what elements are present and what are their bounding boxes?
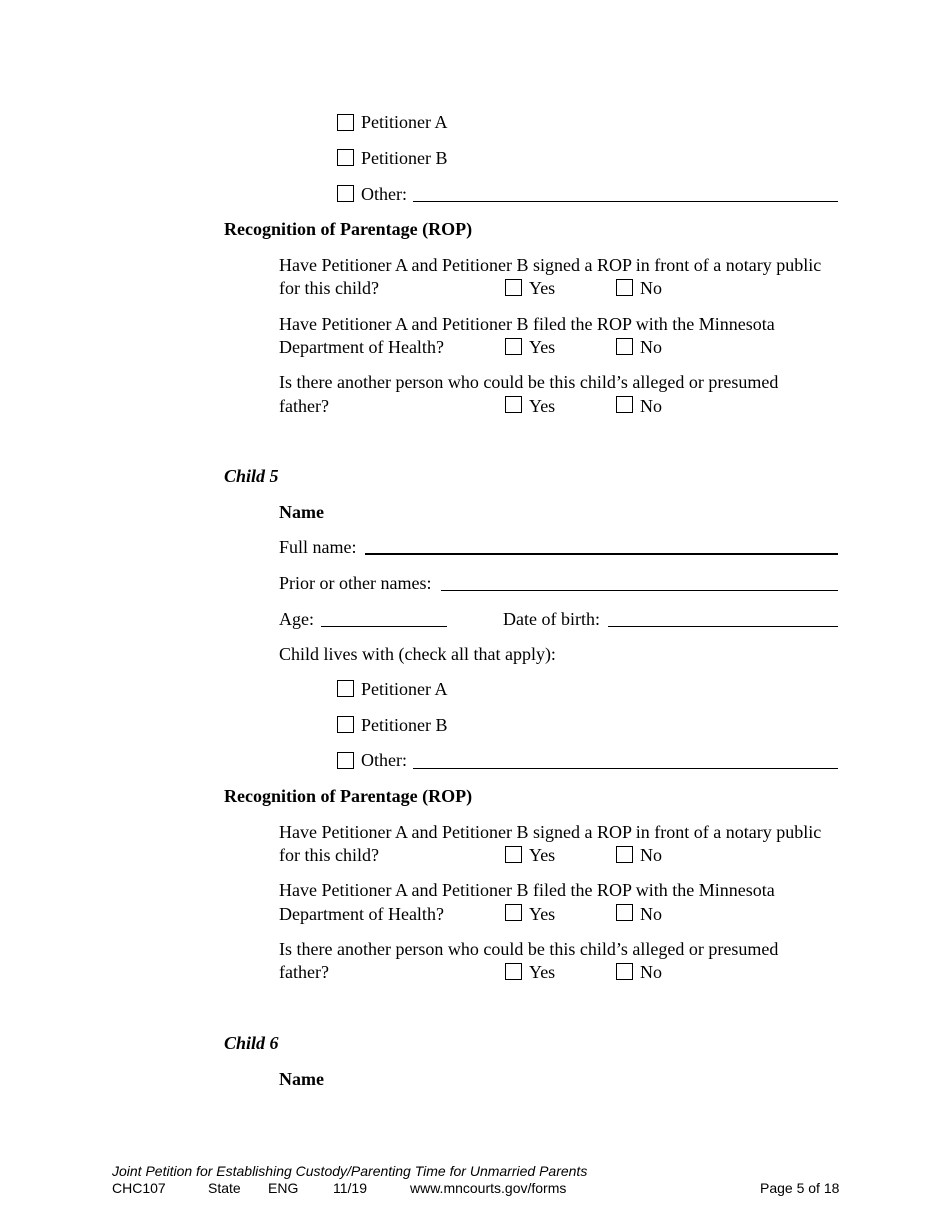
rop-q1-yes-checkbox[interactable] <box>505 279 522 296</box>
child-5-lives-with-petitioner-b-label: Petitioner B <box>361 715 448 735</box>
rop-q3-no-label: No <box>640 396 662 416</box>
footer-form-title: Joint Petition for Establishing Custody/Parenting Time for Unmarried Parents <box>112 1163 588 1179</box>
rop-q2-yes-label: Yes <box>529 337 556 357</box>
child-5-rop-q2-yes-label: Yes <box>529 904 556 924</box>
child-5-rop-q2-text: Have Petitioner A and Petitioner B filed the ROP with the Minnesota <box>279 880 775 900</box>
rop-q1-no-checkbox[interactable] <box>616 279 633 296</box>
dob-label: Date of birth: <box>503 609 600 629</box>
footer-page-number: Page 5 of 18 <box>760 1180 840 1196</box>
child-5-name-heading: Name <box>279 502 324 522</box>
age-input[interactable] <box>321 626 447 627</box>
child-5-lives-with-other-label: Other: <box>361 750 407 770</box>
child-5-lives-with-petitioner-a-label: Petitioner A <box>361 679 448 699</box>
rop-q3-yes-label: Yes <box>529 396 556 416</box>
child-5-rop-q1-text: Have Petitioner A and Petitioner B signed a ROP in front of a notary public <box>279 822 822 842</box>
rop-q2-no-checkbox[interactable] <box>616 338 633 355</box>
rop-q3-text-cont: father? <box>279 396 329 416</box>
rop-q3-yes-checkbox[interactable] <box>505 396 522 413</box>
child-5-rop-q2-no-label: No <box>640 904 662 924</box>
lives-with-petitioner-a-label: Petitioner A <box>361 112 448 132</box>
rop-q2-text-cont: Department of Health? <box>279 337 444 357</box>
lives-with-other-label: Other: <box>361 184 407 204</box>
footer-form-code: CHC107 <box>112 1180 166 1196</box>
child-5-rop-q3-no-label: No <box>640 962 662 982</box>
child-5-lives-with-petitioner-b-checkbox[interactable] <box>337 716 354 733</box>
child-5-rop-q2-yes-checkbox[interactable] <box>505 904 522 921</box>
rop-q1-text: Have Petitioner A and Petitioner B signed a ROP in front of a notary public <box>279 255 822 275</box>
child-5-rop-q1-text-cont: for this child? <box>279 845 379 865</box>
rop-q3-no-checkbox[interactable] <box>616 396 633 413</box>
rop-q2-yes-checkbox[interactable] <box>505 338 522 355</box>
rop-q1-yes-label: Yes <box>529 278 556 298</box>
lives-with-petitioner-b-label: Petitioner B <box>361 148 448 168</box>
child-5-rop-q3-no-checkbox[interactable] <box>616 963 633 980</box>
child-5-rop-q2-no-checkbox[interactable] <box>616 904 633 921</box>
child-5-lives-with-petitioner-a-checkbox[interactable] <box>337 680 354 697</box>
lives-with-petitioner-b-checkbox[interactable] <box>337 149 354 166</box>
child-5-rop-q3-text: Is there another person who could be this child’s alleged or presumed <box>279 939 779 959</box>
full-name-input[interactable] <box>365 553 838 555</box>
child-6-heading: Child 6 <box>224 1033 279 1053</box>
rop-q3-text: Is there another person who could be this child’s alleged or presumed <box>279 372 779 392</box>
rop-q1-no-label: No <box>640 278 662 298</box>
lives-with-other-input[interactable] <box>413 201 838 202</box>
child-5-lives-with-other-input[interactable] <box>413 768 838 769</box>
lives-with-other-checkbox[interactable] <box>337 185 354 202</box>
prior-names-input[interactable] <box>441 590 838 591</box>
child-6-name-heading: Name <box>279 1069 324 1089</box>
prior-names-label: Prior or other names: <box>279 573 432 593</box>
child-5-rop-q1-yes-label: Yes <box>529 845 556 865</box>
child-5-rop-q1-no-label: No <box>640 845 662 865</box>
footer-jurisdiction: State <box>208 1180 241 1196</box>
rop-q2-no-label: No <box>640 337 662 357</box>
age-label: Age: <box>279 609 314 629</box>
child-5-rop-q3-yes-checkbox[interactable] <box>505 963 522 980</box>
child-5-rop-q3-yes-label: Yes <box>529 962 556 982</box>
full-name-label: Full name: <box>279 537 357 557</box>
child-5-lives-with-other-checkbox[interactable] <box>337 752 354 769</box>
child-5-rop-q3-text-cont: father? <box>279 962 329 982</box>
dob-input[interactable] <box>608 626 838 627</box>
child-5-rop-heading: Recognition of Parentage (ROP) <box>224 786 473 806</box>
footer-revision: 11/19 <box>333 1180 367 1196</box>
footer-website-link[interactable]: www.mncourts.gov/forms <box>410 1180 567 1196</box>
child-5-rop-q2-text-cont: Department of Health? <box>279 904 444 924</box>
rop-q1-text-cont: for this child? <box>279 278 379 298</box>
child-5-rop-q1-no-checkbox[interactable] <box>616 846 633 863</box>
rop-q2-text: Have Petitioner A and Petitioner B filed the ROP with the Minnesota <box>279 314 775 334</box>
child-5-rop-q1-yes-checkbox[interactable] <box>505 846 522 863</box>
lives-with-petitioner-a-checkbox[interactable] <box>337 114 354 131</box>
footer-language: ENG <box>268 1180 299 1196</box>
lives-with-label: Child lives with (check all that apply): <box>279 644 556 664</box>
rop-heading: Recognition of Parentage (ROP) <box>224 219 473 239</box>
child-5-heading: Child 5 <box>224 466 279 486</box>
